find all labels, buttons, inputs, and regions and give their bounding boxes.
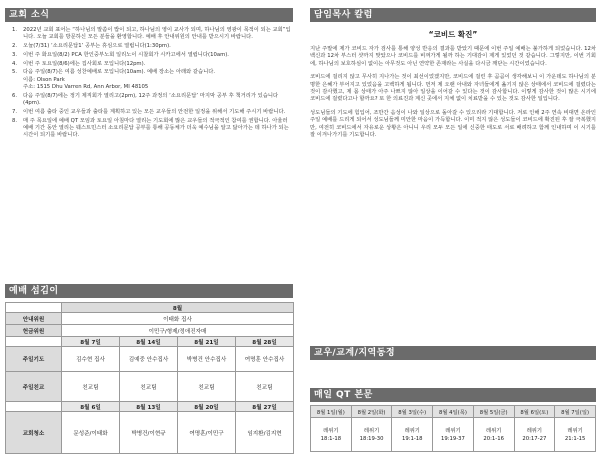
qt-day: 8월 2일(화)	[351, 406, 392, 418]
cleaning-label: 교회청소	[6, 412, 62, 454]
qt-passage: 레위기 21:1-15	[555, 418, 596, 452]
qt-day: 8월 7일(일)	[555, 406, 596, 418]
qt-day: 8월 6일(토)	[514, 406, 555, 418]
notice-item: 8. 매 주 목요일에 예배 QT 모임과 토요일 아침마다 열리는 기도회에 많은 교우들의 적극적인 참여를 권합니다. 아울러 예배 기간 동안 열리는 웨스트민스터 소요리문답 공부를 통해 공동체가 더욱 예수님을 알고 닮아가는 데 하나가 되는 시간이 되기를 바랍니다.	[12, 117, 289, 139]
fellowship-cell: 친교팀	[120, 372, 178, 402]
column-body	[310, 46, 596, 139]
pastor-column-header: 담임목사 칼럼	[310, 8, 596, 22]
worship-servers-header: 예배 섬김이	[5, 284, 293, 298]
venue-name: 이름: Olson Park	[23, 76, 65, 83]
qt-passage: 레위기 18:1-18	[311, 418, 352, 452]
offering-label: 헌금위원	[6, 325, 62, 337]
prayer-cell: 김예중 안수집사	[120, 347, 178, 372]
church-news-header: 교회 소식	[5, 8, 293, 22]
month-label: 8월	[62, 303, 294, 313]
notice-list	[5, 27, 293, 140]
sunday-date: 8월 14일	[120, 337, 178, 347]
fellowship-cell: 친교팀	[62, 372, 120, 402]
sunday-date: 8월 7일	[62, 337, 120, 347]
ushers-label: 안내위원	[6, 313, 62, 325]
offering-value: 이민구/형제/정애진자매	[62, 325, 294, 337]
column-paragraph: 성도님들의 기도에 힘입어, 조만간 음성이 나와 일상으로 돌아갈 수 있으리라 기대합니다. 저로 인해 2주 연속 비대면 온라인 주일 예배를 드리게 되어서 성도님들께 미안한 마음이 가득합니다. 이미 적지 않은 성도들이 코비드에 확진된 후 잘 극복했지만, 여전히 코비드에서 자유로운 상황은 아니니 우리 모두 모든 일에 신중한 태도로 서로 배려하고 함께 인내하며 이 시기를 잘 이겨나가기를 기도합니다.	[310, 109, 596, 139]
saturday-date: 8월 27일	[236, 402, 294, 412]
prayer-cell: 김수현 집사	[62, 347, 120, 372]
venue-address: 주소: 1515 Dhu Varren Rd, Ann Arbor, MI 48105	[23, 84, 149, 91]
saturday-date: 8월 20일	[178, 402, 236, 412]
fellowship-label: 주일친교	[6, 372, 62, 402]
saturday-date: 8월 6일	[62, 402, 120, 412]
column-paragraph: 지난 주말에 제가 코비드 자가 검사를 통해 양성 반응의 결과를 받았기 때문에 이번 주일 예배는 불가하게 되었습니다. 12차 백신과 12차 부스터 샷까지 맞았으나 코비드를 비껴가게 될까 하는 기대감이 제게 있었던 것 같습니다. 그렇지만, 이번 기회에, 하나님의 보호하심이 없이는 아무것도 아닌 연약한 존재라는 사실을 다시금 깨닫는 시간이었습니다.	[310, 46, 596, 67]
notice-item: 5. 다음 주일(8/7)은 여름 성찬예배로 모입니다(10am). 예배 장소는 아래와 같습니다. 이름: Olson Park 주소: 1515 Dhu Varren Rd, Ann Arbor, MI 48105	[12, 69, 216, 91]
daily-qt-table	[310, 405, 596, 452]
qt-passage: 레위기 19:1-18	[392, 418, 433, 452]
qt-day: 8월 3일(수)	[392, 406, 433, 418]
qt-day: 8월 4일(목)	[433, 406, 474, 418]
ushers-value: 이태화 집사	[62, 313, 294, 325]
sunday-date: 8월 28일	[236, 337, 294, 347]
qt-day: 8월 1일(월)	[311, 406, 352, 418]
notice-item: 2. 오늘(7/31) ‘소요리문답1’ 공부는 휴심으로 열립니다(1:30pm).	[12, 43, 171, 50]
cleaning-cell: 임지환/김지현	[236, 412, 294, 454]
sunday-date: 8월 21일	[178, 337, 236, 347]
community-news-header: 교우/교계/지역동정	[310, 346, 596, 360]
right-column	[310, 8, 596, 145]
qt-passage: 레위기 18:19-30	[351, 418, 392, 452]
qt-passage: 레위기 19:19-37	[433, 418, 474, 452]
notice-item: 6. 다음 주일(8/7)에는 정기 제직회가 열리고(2pm), 12주 과정의 ‘소요리문답’ 마지막 공부 후 책거리가 있습니다(4pm).	[12, 92, 279, 107]
fellowship-cell: 친교팀	[178, 372, 236, 402]
notice-item: 1. 2022년 교회 표어는 “하나님의 말씀이 밥이 되고, 하나님의 영이 교사가 되며, 하나님의 영광이 목적이 되는 교회”입니다. 오늘 교회를 방문하신 모든 분들을 환영합니다. 예배 후 안내위원의 안내를 받으시기 바랍니다.	[12, 27, 291, 41]
fellowship-cell: 친교팀	[236, 372, 294, 402]
daily-qt-header: 매일 QT 본문	[310, 388, 596, 402]
notice-item: 3. 이번 주 화요일(8/2) PCA 한인중부노회 일리노이 시찰회가 시카고에서 열립니다(10am).	[12, 51, 229, 58]
prayer-cell: 박병건 안수집사	[178, 347, 236, 372]
qt-passage: 레위기 20:17-27	[514, 418, 555, 452]
worship-servers-table	[5, 302, 294, 454]
saturday-date: 8월 13일	[120, 402, 178, 412]
notice-item: 4. 이번 주 토요일(8/6)에는 집사회로 모입니다(12pm).	[12, 60, 146, 67]
cleaning-cell: 박병건/이현규	[120, 412, 178, 454]
notice-item: 7. 이번 여름 출타 중인 교우들과 출타를 계획하고 있는 모든 교우들의 안전한 일정을 위해서 기도해 주시기 바랍니다.	[12, 108, 286, 115]
column-title: “코비드 확진”	[428, 30, 478, 39]
prayer-cell: 여명훈 안수집사	[236, 347, 294, 372]
qt-day: 8월 5일(금)	[473, 406, 514, 418]
left-column	[5, 8, 293, 141]
column-paragraph: 코비드에 걸리지 않고 무사히 지나가는 것이 최선이었겠지만, 코비드에 걸린 후 곰곰이 생각해보니 이 가운데도 하나님의 분명한 은혜가 부어지고 있었음을 고백하게 됩니다. 먼저 제 오랜 아내와 자녀들에게 옮기지 않은 상태에서 코비드에 걸렸다는 것이 감사했고, 제 몸 상태가 아주 나쁘지 않아 일상을 이어갈 수 있다는 것이 감사합니다. 이렇게 감사한 것이 많은 시기에 코비드에 걸렸다고나 할까요? 또 한 의료진과 계신 곳에서 지체 없이 치료받을 수 있는 것도 감사한 일입니다.	[310, 74, 596, 103]
qt-passage: 레위기 20:1-16	[473, 418, 514, 452]
cleaning-cell: 문성준/이태화	[62, 412, 120, 454]
cleaning-cell: 여명훈/이민구	[178, 412, 236, 454]
prayer-label: 주일기도	[6, 347, 62, 372]
